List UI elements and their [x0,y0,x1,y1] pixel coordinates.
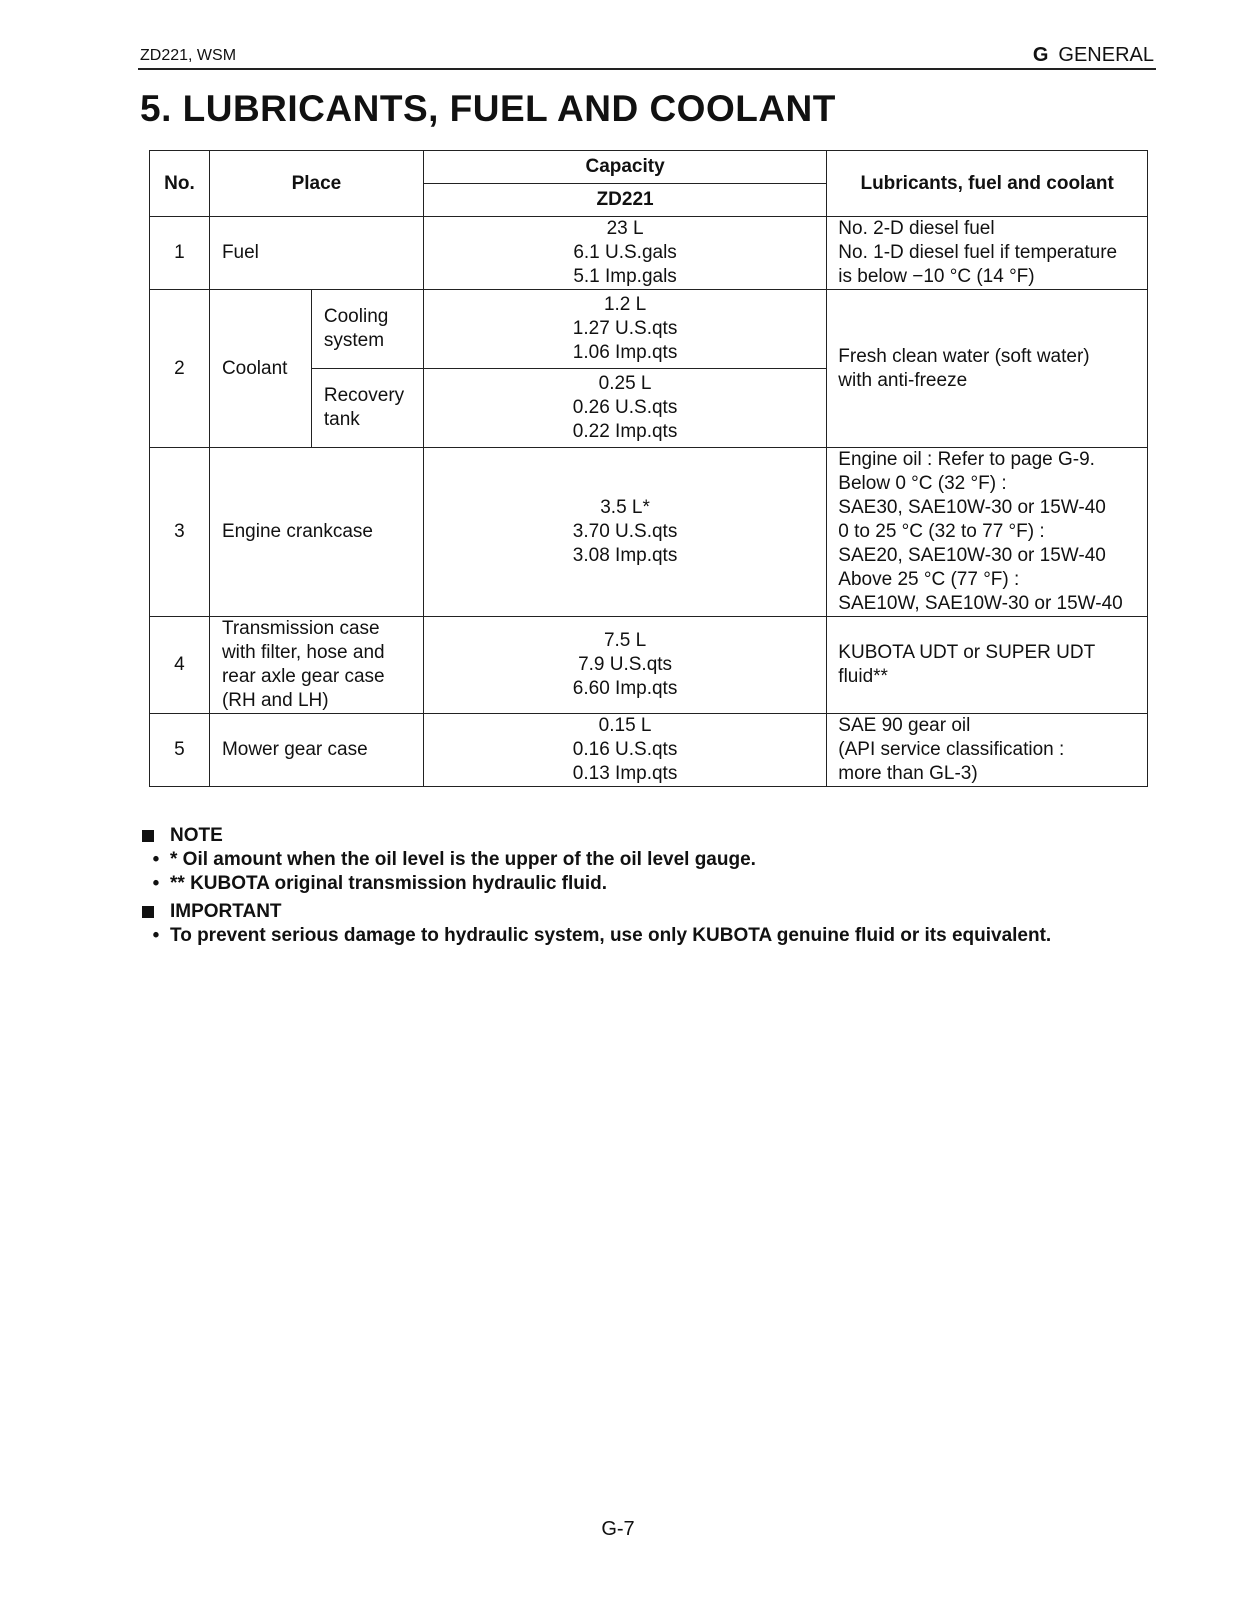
section-name: GENERAL [1058,44,1154,66]
lubricant-line: Above 25 °C (77 °F) : [838,569,1020,590]
table-row [150,290,1148,369]
capacity-line: 3.5 L* [600,497,650,518]
page-title: 5. LUBRICANTS, FUEL AND COOLANT [140,88,836,129]
row-subplace [311,290,423,369]
place-line: Transmission case [221,618,380,639]
subplace-line: tank [323,409,360,430]
bullet-icon: • [152,849,160,870]
lubricant-line: more than GL-3) [838,763,978,784]
capacity-line: 0.25 L [598,373,652,394]
square-bullet-icon [142,906,154,918]
important-heading [142,900,1051,924]
important-text: To prevent serious damage to hydraulic system, use only KUBOTA genuine fluid or its equivalent. [170,925,1052,946]
row-lubricant [827,714,1148,787]
capacity-line: 3.70 U.S.qts [572,521,678,542]
lubricant-line: SAE 90 gear oil [838,715,971,736]
header-lubricants: Lubricants, fuel and coolant [827,151,1148,217]
row-lubricant [827,217,1148,290]
lubricant-line: KUBOTA UDT or SUPER UDT [838,642,1096,663]
manual-id: ZD221, WSM [140,47,237,64]
header-place: Place [209,151,423,217]
note-text: * Oil amount when the oil level is the upper of the oil level gauge. [170,849,756,870]
place-line: rear axle gear case [221,666,385,687]
place-line: with filter, hose and [221,642,385,663]
lubricant-line: Below 0 °C (32 °F) : [838,473,1007,494]
lubricant-line: SAE20, SAE10W-30 or 15W-40 [838,545,1106,566]
table-header-row [150,151,1148,184]
lubricant-line: No. 2-D diesel fuel [838,218,995,239]
row-lubricant [827,617,1148,714]
table-row [150,714,1148,787]
lubricant-line: 0 to 25 °C (32 to 77 °F) : [838,521,1045,542]
capacity-line: 1.27 U.S.qts [572,318,678,339]
page-number: G-7 [601,1518,635,1540]
lubricant-line: Engine oil : Refer to page G-9. [838,449,1095,470]
note-heading [142,824,1051,848]
row-no: 5 [150,714,210,787]
row-place: Engine crankcase [209,448,423,617]
row-capacity [423,290,826,369]
capacity-line: 1.2 L [603,294,647,315]
bullet-icon: • [152,873,160,894]
row-place: Coolant [209,290,311,448]
subplace-line: system [323,330,385,351]
capacity-line: 7.9 U.S.qts [578,654,673,675]
row-no: 2 [150,290,210,448]
capacity-line: 3.08 Imp.qts [572,545,678,566]
section-letter: G [1032,44,1049,66]
table-row [150,617,1148,714]
important-heading-text: IMPORTANT [170,901,282,922]
subplace-line: Cooling [323,306,389,327]
note-text: ** KUBOTA original transmission hydraulic fluid. [170,873,608,894]
capacity-line: 5.1 Imp.gals [573,266,677,287]
capacity-line: 23 L [606,218,644,239]
page-header [138,40,1156,70]
capacity-line: 0.15 L [598,715,652,736]
place-line: (RH and LH) [221,690,329,711]
capacity-line: 6.60 Imp.qts [572,678,678,699]
capacity-line: 0.13 Imp.qts [572,763,678,784]
header-capacity: Capacity [423,151,826,184]
section-label [1033,44,1154,67]
row-lubricant [827,448,1148,617]
row-capacity [423,217,826,290]
lubricant-line: with anti-freeze [838,369,968,391]
row-capacity [423,617,826,714]
row-lubricant [827,290,1148,448]
lubricant-line: is below −10 °C (14 °F) [838,266,1035,287]
note-item [142,872,1051,896]
table-row [150,448,1148,617]
row-no: 1 [150,217,210,290]
lubricant-line: No. 1-D diesel fuel if temperature [838,242,1118,263]
row-capacity [423,714,826,787]
lubricant-line: fluid** [838,666,888,687]
subplace-line: Recovery [323,385,405,406]
bullet-icon: • [152,925,160,946]
capacity-line: 0.16 U.S.qts [572,739,678,760]
lubricant-line: (API service classification : [838,739,1065,760]
square-bullet-icon [142,830,154,842]
lubricant-line: Fresh clean water (soft water) [838,345,1090,367]
row-capacity [423,369,826,448]
capacity-line: 6.1 U.S.gals [573,242,677,263]
lubricants-table [149,150,1148,787]
row-place: Mower gear case [209,714,423,787]
row-no: 3 [150,448,210,617]
header-no: No. [150,151,210,217]
capacity-line: 7.5 L [603,630,647,651]
row-no: 4 [150,617,210,714]
capacity-line: 0.22 Imp.qts [572,421,678,442]
row-place [209,617,423,714]
row-place: Fuel [209,217,423,290]
capacity-line: 0.26 U.S.qts [572,397,678,418]
table-row [150,217,1148,290]
lubricant-line: SAE30, SAE10W-30 or 15W-40 [838,497,1106,518]
capacity-line: 1.06 Imp.qts [572,342,678,363]
note-item [142,848,1051,872]
note-heading-text: NOTE [170,825,223,846]
important-item [142,924,1051,948]
header-model: ZD221 [423,184,826,217]
row-capacity [423,448,826,617]
lubricant-line: SAE10W, SAE10W-30 or 15W-40 [838,593,1123,614]
notes-section [142,824,1051,948]
row-subplace [311,369,423,448]
